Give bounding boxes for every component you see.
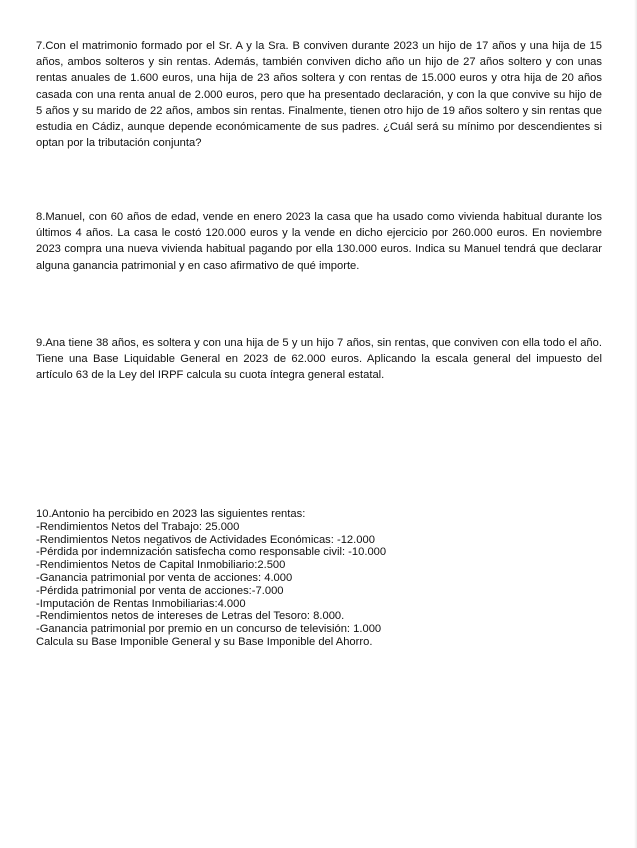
question-10-closing: Calcula su Base Imponible General y su Base Imponible del Ahorro. <box>36 635 373 648</box>
income-item: -Pérdida patrimonial por venta de acciones:-7.000 <box>36 584 284 597</box>
question-10-intro: 10.Antonio ha percibido en 2023 las siguientes rentas: <box>36 508 306 520</box>
question-8: 8.Manuel, con 60 años de edad, vende en enero 2023 la casa que ha usado como vivienda habitual durante los últimos 4 años. La casa le costó 120.000 euros y la vende en dicho ejercicio por 260.000 euros. En noviembre 2023 compra una nueva vivienda habitual pagando por ella 130.000 euros. Indica su Manuel tendrá que declarar alguna ganancia patrimonial y en caso afirmativo de qué importe. <box>36 211 602 272</box>
income-item: -Ganancia patrimonial por venta de acciones: 4.000 <box>36 571 293 584</box>
income-item: -Imputación de Rentas Inmobiliarias:4.000 <box>36 597 246 610</box>
question-7: 7.Con el matrimonio formado por el Sr. A y la Sra. B conviven durante 2023 un hijo de 17 años y una hija de 15 años, ambos solteros y sin rentas. Además, también conviven dicho año un hijo de 27 años soltero y con unas rentas anuales de 1.600 euros, una hija de 23 años soltera y con rentas de 15.000 euros y otra hija de 20 años casada con una renta anual de 2.000 euros, pero que ha presentado declaración, y con la que convive su hijo de 5 años y su marido de 22 años, ambos sin rentas. Finalmente, tienen otro hijo de 19 años soltero y sin rentas que estudia en Cádiz, aunque depende económicamente de sus padres. ¿Cuál será su mínimo por descendientes si optan por la tributación conjunta? <box>36 40 602 150</box>
income-item: -Pérdida por indemnización satisfecha como responsable civil: -10.000 <box>36 546 387 559</box>
question-10 <box>36 508 602 649</box>
income-item: -Rendimientos netos de intereses de Letras del Tesoro: 8.000. <box>36 610 345 623</box>
income-item: -Ganancia patrimonial por premio en un concurso de televisión: 1.000 <box>36 623 382 636</box>
income-item: -Rendimientos Netos de Capital Inmobiliario:2.500 <box>36 559 286 572</box>
income-item: -Rendimientos Netos del Trabajo: 25.000 <box>36 520 240 533</box>
income-item: -Rendimientos Netos negativos de Actividades Económicas: -12.000 <box>36 533 375 546</box>
question-9: 9.Ana tiene 38 años, es soltera y con una hija de 5 y un hijo 7 años, sin rentas, que conviven con ella todo el año. Tiene una Base Liquidable General en 2023 de 62.000 euros. Aplicando la escala general del impuesto del artículo 63 de la Ley del IRPF calcula su cuota íntegra general estatal. <box>36 337 602 382</box>
